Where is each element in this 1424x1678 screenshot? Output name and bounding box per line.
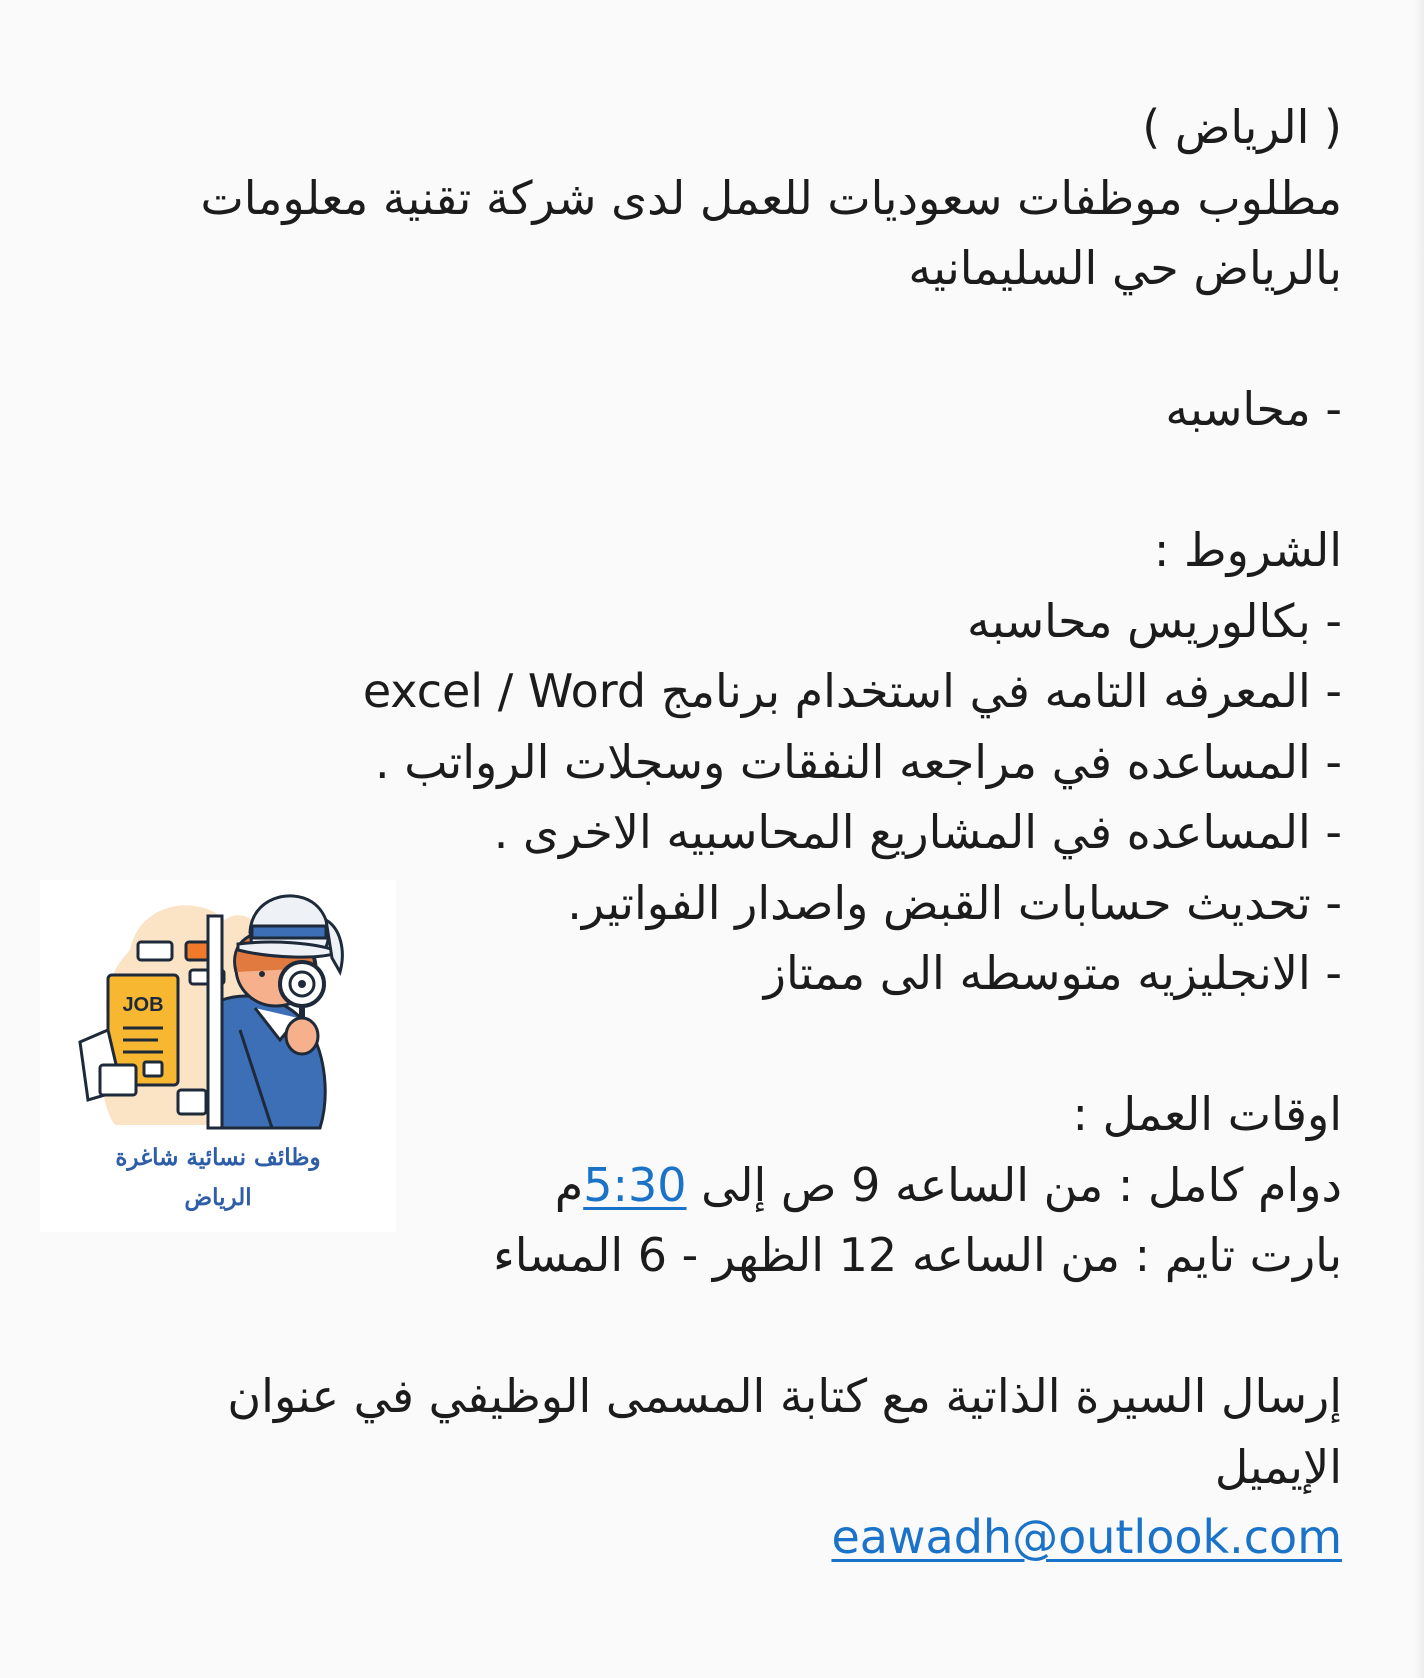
logo-caption-line-2: الرياض [184, 1184, 252, 1211]
condition-item: - الانجليزيه متوسطه الى ممتاز [763, 946, 1342, 1000]
conditions-title: الشروط : [1153, 523, 1342, 577]
logo-caption [40, 1138, 396, 1218]
detective-job-illustration [40, 880, 396, 1142]
hours-title: اوقات العمل : [1072, 1087, 1342, 1141]
blank-line [100, 304, 1342, 375]
message-body [100, 92, 1342, 1573]
condition-item: - تحديث حسابات القبض واصدار الفواتير. [567, 875, 1342, 930]
full-time-text: دوام كامل : من الساعه 9 ص إلى [686, 1157, 1342, 1212]
wall-edge [208, 916, 222, 1128]
paper-sheet [144, 1062, 162, 1076]
screen-edge [1414, 0, 1424, 1678]
condition-item: - المساعده في مراجعه النفقات وسجلات الرواتب . [374, 734, 1342, 789]
headline-line-2: بالرياض حي السليمانيه [908, 241, 1342, 295]
position-line: - محاسبه [1165, 382, 1342, 436]
blank-line [100, 445, 1342, 516]
headline-line-1: مطلوب موظفات سعوديات للعمل لدى شركة تقنية معلومات [200, 170, 1342, 225]
full-time-suffix: م [554, 1157, 584, 1212]
part-time-line: بارت تايم : من الساعه 12 الظهر - 6 المساء [493, 1228, 1342, 1282]
note-rectangle [138, 942, 172, 960]
hat-side [326, 920, 342, 972]
paper-sheet [100, 1065, 136, 1095]
job-badge-text: JOB [122, 994, 164, 1016]
condition-text: - المعرفه التامه في استخدام برنامج [660, 664, 1342, 718]
detective-eye [259, 971, 265, 977]
apply-line-1: إرسال السيرة الذاتية مع كتابة المسمى الوظيفي في عنوان [227, 1369, 1342, 1423]
paper-sheet [178, 1090, 206, 1114]
email-link[interactable]: eawadh@outlook.com [831, 1510, 1342, 1564]
apply-line-2: الإيميل [1214, 1439, 1342, 1494]
software-names: excel / Word [362, 664, 647, 718]
blank-line [100, 1291, 1342, 1362]
condition-item: - المساعده في المشاريع المحاسبيه الاخرى . [493, 805, 1342, 859]
email-line [100, 1502, 1342, 1573]
time-link[interactable]: 5:30 [583, 1157, 687, 1212]
hat-band [252, 926, 326, 938]
logo-caption-line-1: وظائف نسائية شاغرة [115, 1144, 321, 1171]
condition-item [100, 656, 1342, 727]
detective-hand [286, 1018, 318, 1054]
magnifier-pupil [298, 980, 306, 988]
condition-item: - بكالوريس محاسبه [967, 593, 1342, 648]
location-line: ( الرياض ) [1142, 100, 1342, 154]
logo-card [40, 880, 396, 1232]
